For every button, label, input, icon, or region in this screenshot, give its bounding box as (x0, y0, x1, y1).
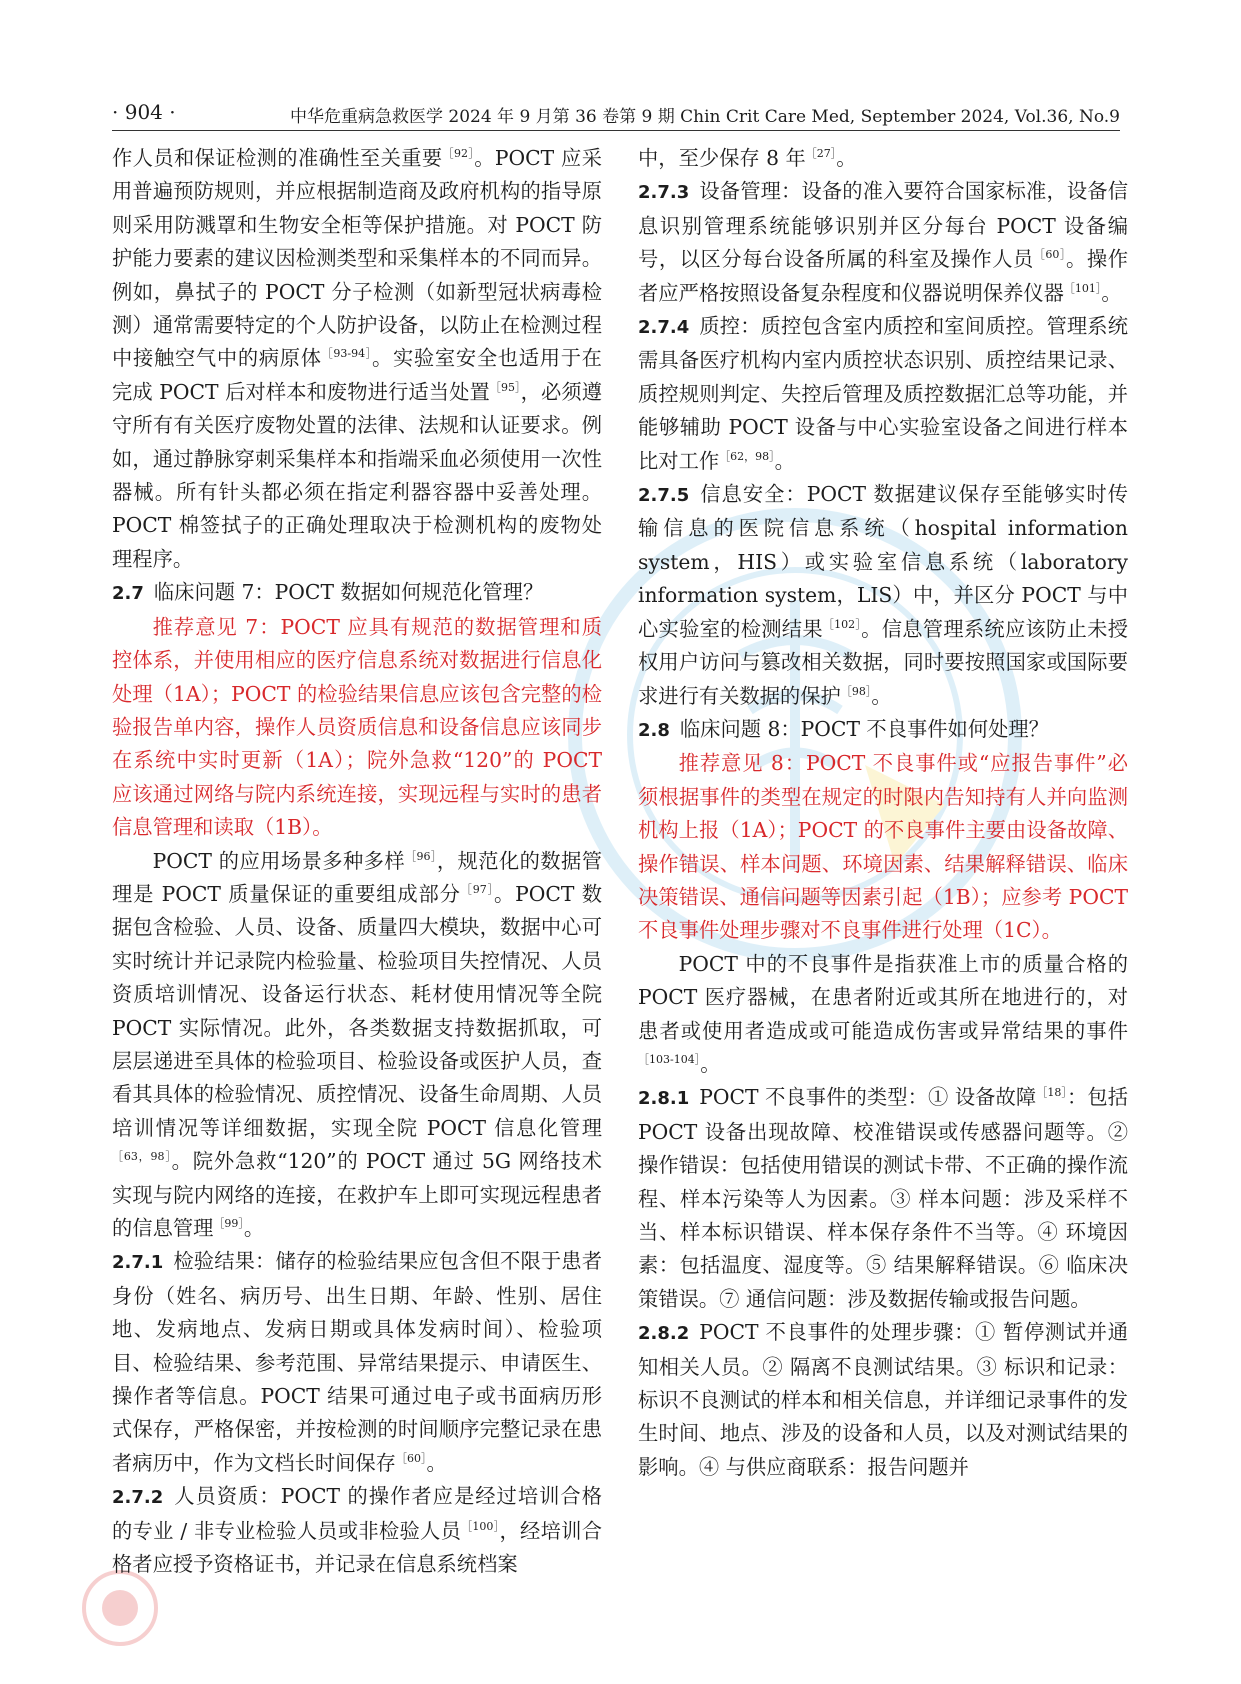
left-column (112, 142, 602, 1581)
paragraph-continuation: 中，至少保存 8 年$^{[27]}$。 (638, 146, 857, 170)
paragraph: POCT 的应用场景多种多样$^{[96]}$，规范化的数据管理是 POCT 质量保证的重要组成部分$^{[97]}$。POCT 数据包含检验、人员、设备、质量四大模块，数据中心可实时统计并记录院内检验量、检验项目失控情况、人员资质培训情况、设备运行状态、耗材使用情况等全院 POCT 实际情况。此外，各类数据支持数据抓取，可层层递进至具体的检验项目、检验设备或医护人员，查看其具体的检验情况、质控情况、设备生命周期、人员培训情况等详细数据，实现全院 POCT 信息化管理$^{[63,98]}$。院外急救“120”的 POCT 通过 5G 网络技术实现与院内网络的连接，在救护车上即可实现远程患者的信息管理$^{[99]}$。 (112, 848, 602, 1240)
section-2-8-2: 2.8.2 POCT 不良事件的处理步骤：① 暂停测试并通知相关人员。② 隔离不良测试结果。③ 标识和记录：标识不良测试的样本和相关信息，并详细记录事件的发生时间、地点、涉及的设备和人员，以及对测试结果的影响。④ 与供应商联系：报告问题并 (638, 1320, 1128, 1479)
citation: ［97］ (460, 882, 494, 896)
journal-citation-line: 中华危重病急救医学 2024 年 9 月第 36 卷第 9 期 Chin Crit Care Med, September 2024, Vol.36, No.9 (289, 107, 1120, 127)
citation: ［103-104］ (638, 1052, 701, 1066)
section-2-7-1: 2.7.1 检验结果：储存的检验结果应包含但不限于患者身份（姓名、病历号、出生日期、年龄、性别、居住地、发病地点、发病日期或具体发病时间）、检验项目、检验结果、参考范围、异常结果提示、申请医生、操作者等信息。POCT 结果可通过电子或书面病历形式保存，严格保密，并按检测的时间顺序完整记录在患者病历中，作为文档长时间保存$^{[60]}$。 (112, 1249, 602, 1475)
recommendation-8: 推荐意见 8：POCT 不良事件或“应报告事件”必须根据事件的类型在规定的时限内告知持有人并向监测机构上报（1A）；POCT 的不良事件主要由设备故障、操作错误、样本问题、环境因素、结果解释错误、临床决策错误、通信问题等因素引起（1B）；应参考 POCT 不良事件处理步骤对不良事件进行处理（1C）。 (638, 751, 1128, 943)
section-heading-2-7: 2.7 临床问题 7：POCT 数据如何规范化管理？ (112, 580, 544, 605)
citation: ［92］ (442, 147, 475, 160)
citation: ［63，98］ (112, 1150, 172, 1164)
header-rule (112, 130, 1120, 131)
section-2-8-1: 2.8.1 POCT 不良事件的类型：① 设备故障$^{[18]}$：包括 POCT 设备出现故障、校准错误或传感器问题等。② 操作错误：包括使用错误的测试卡带、不正确的操作流程、样本污染等人为因素。③ 样本问题：涉及采样不当、样本标识错误、样本保存条件不当等。④ 环境因素：包括温度、湿度等。⑤ 结果解释错误。⑥ 临床决策错误。⑦ 通信问题：涉及数据传输或报告问题。 (638, 1085, 1128, 1311)
citation: ［60］ (1033, 248, 1067, 262)
recommendation-7: 推荐意见 7：POCT 应具有规范的数据管理和质控体系，并使用相应的医疗信息系统对数据进行信息化处理（1A）；POCT 的检验结果信息应该包含完整的检验报告单内容，操作人员资质信息和设备信息应该同步在系统中实时更新（1A）；院外急救“120”的 POCT 应该通过网络与院内系统连接，实现远程与实时的患者信息管理和读取（1B）。 (112, 614, 602, 840)
section-2-7-5: 2.7.5 信息安全：POCT 数据建议保存至能够实时传输信息的医院信息系统（hospital information system，HIS）或实验室信息系统（laboratory information system，LIS）中，并区分 POCT 与中心实验室的检测结果$^{[102]}$。信息管理系统应该防止未授权用户访问与篡改相关数据，同时要按照国家或国际要求进行有关数据的保护$^{[98]}$。 (638, 482, 1128, 708)
citation: ［102］ (822, 617, 862, 631)
citation: ［60］ (395, 1451, 427, 1465)
citation: ［96］ (405, 849, 437, 863)
paragraph: POCT 中的不良事件是指获准上市的质量合格的 POCT 医疗器械，在患者附近或其所在地进行的，对患者或使用者造成或可能造成伤害或异常结果的事件$^{[103-104]}$。 (638, 951, 1128, 1076)
running-header (112, 96, 1120, 128)
citation: ［62，98］ (719, 449, 775, 463)
page-number: · 904 · (112, 100, 176, 124)
section-heading-2-8: 2.8 临床问题 8：POCT 不良事件如何处理？ (638, 716, 1049, 741)
citation: ［95］ (489, 380, 521, 394)
citation: ［99］ (213, 1217, 244, 1230)
citation: ［93-94］ (321, 347, 372, 361)
section-2-7-2: 2.7.2 人员资质：POCT 的操作者应是经过培训合格的专业 / 非专业检验人员或非检验人员$^{[100]}$，经培训合格者应授予资格证书，并记录在信息系统档案 (112, 1484, 602, 1577)
section-2-7-3: 2.7.3 设备管理：设备的准入要符合国家标准，设备信息识别管理系统能够识别并区分每台 POCT 设备编号，以区分每台设备所属的科室及操作人员$^{[60]}$。操作者应严格按照设备复杂程度和仪器说明保养仪器$^{[101]}$。 (638, 179, 1128, 305)
citation: ［100］ (461, 1519, 500, 1533)
paragraph: 作人员和保证检测的准确性至关重要$^{[92]}$。POCT 应采用普遍预防规则，并应根据制造商及政府机构的指导原则采用防溅罩和生物安全柜等保护措施。对 POCT 防护能力要素的建议因检测类型和采集样本的不同而异。例如，鼻拭子的 POCT 分子检测（如新型冠状病毒检测）通常需要特定的个人防护设备，以防止在检测过程中接触空气中的病原体$^{[93-94]}$。实验室安全也适用于在完成 POCT 后对样本和废物进行适当处置$^{[95]}$，必须遵守所有有关医疗废物处置的法律、法规和认证要求。例如，通过静脉穿刺采集样本和指端采血必须使用一次性器械。所有针头都必须在指定利器容器中妥善处理。POCT 棉签拭子的正确处理取决于检测机构的废物处理程序。 (112, 146, 602, 571)
citation: ［18］ (1036, 1086, 1067, 1100)
citation: ［27］ (805, 147, 837, 160)
right-column (638, 142, 1128, 1484)
citation: ［98］ (840, 684, 872, 698)
citation: ［101］ (1063, 281, 1102, 295)
section-2-7-4: 2.7.4 质控：质控包含室内质控和室间质控。管理系统需具备医疗机构内室内质控状态识别、质控结果记录、质控规则判定、失控后管理及质控数据汇总等功能，并能够辅助 POCT 设备与中心实验室设备之间进行样本比对工作$^{[62,98]}$。 (638, 314, 1128, 473)
